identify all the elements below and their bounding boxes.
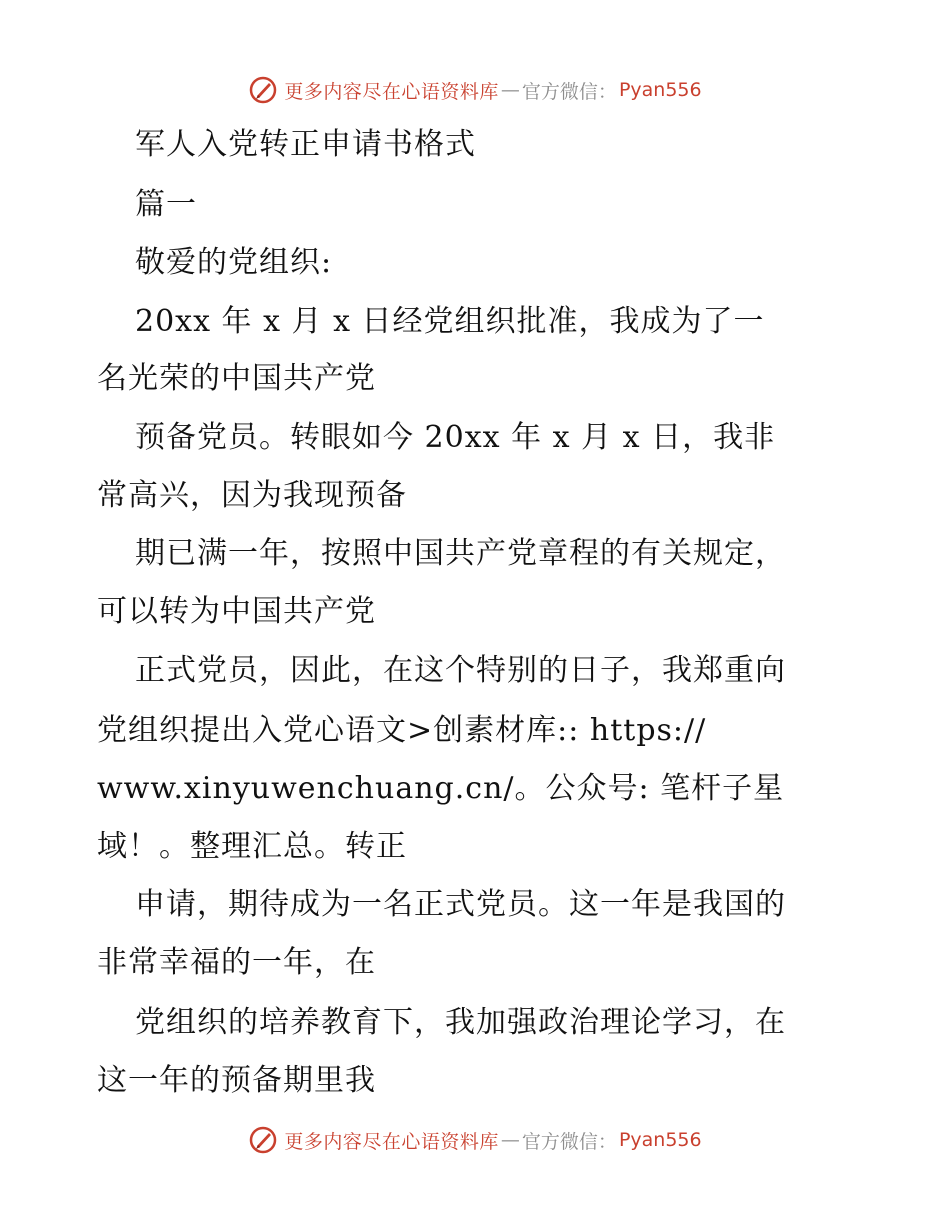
paragraph-line: 期已满一年，按照中国共产党章程的有关规定， xyxy=(135,536,786,571)
paragraph-line: 党组织提出入党心语文>创素材库:: https:// xyxy=(97,713,707,748)
contact-label: 官方微信： xyxy=(521,80,617,103)
paragraph-line: 非常幸福的一年，在 xyxy=(97,945,376,980)
footer-watermark xyxy=(0,1120,950,1160)
paragraph-line: 申请，期待成为一名正式党员。这一年是我国的 xyxy=(135,887,786,922)
site-name: 更多内容尽在心语资料库 xyxy=(284,1130,499,1153)
contact-label: 官方微信： xyxy=(521,1130,617,1153)
paragraph-line: www.xinyuwenchuang.cn/。公众号: 笔杆子星 xyxy=(97,771,785,806)
paragraph-line: 域！。整理汇总。转正 xyxy=(97,829,407,864)
quill-logo-icon xyxy=(248,75,278,105)
contact-handle: Pyan556 xyxy=(618,1129,702,1151)
document-title: 军人入党转正申请书格式 xyxy=(135,127,476,162)
header-watermark xyxy=(0,70,950,110)
section-heading: 篇一 xyxy=(135,187,197,222)
paragraph-line: 名光荣的中国共产党 xyxy=(97,361,376,396)
contact-handle: Pyan556 xyxy=(618,79,702,101)
site-name: 更多内容尽在心语资料库 xyxy=(284,80,499,103)
paragraph-line: 这一年的预备期里我 xyxy=(97,1063,376,1098)
quill-logo-icon xyxy=(248,1125,278,1155)
paragraph-line: 党组织的培养教育下，我加强政治理论学习，在 xyxy=(135,1005,786,1040)
salutation: 敬爱的党组织: xyxy=(135,245,333,280)
paragraph-line: 正式党员，因此，在这个特别的日子，我郑重向 xyxy=(135,653,786,688)
paragraph-line: 20xx 年 x 月 x 日经党组织批准，我成为了一 xyxy=(135,304,765,339)
separator-dash: — xyxy=(500,1129,520,1151)
paragraph-line: 可以转为中国共产党 xyxy=(97,594,376,629)
paragraph-line: 常高兴，因为我现预备 xyxy=(97,478,407,513)
separator-dash: — xyxy=(500,79,520,101)
paragraph-line: 预备党员。转眼如今 20xx 年 x 月 x 日，我非 xyxy=(135,420,776,455)
